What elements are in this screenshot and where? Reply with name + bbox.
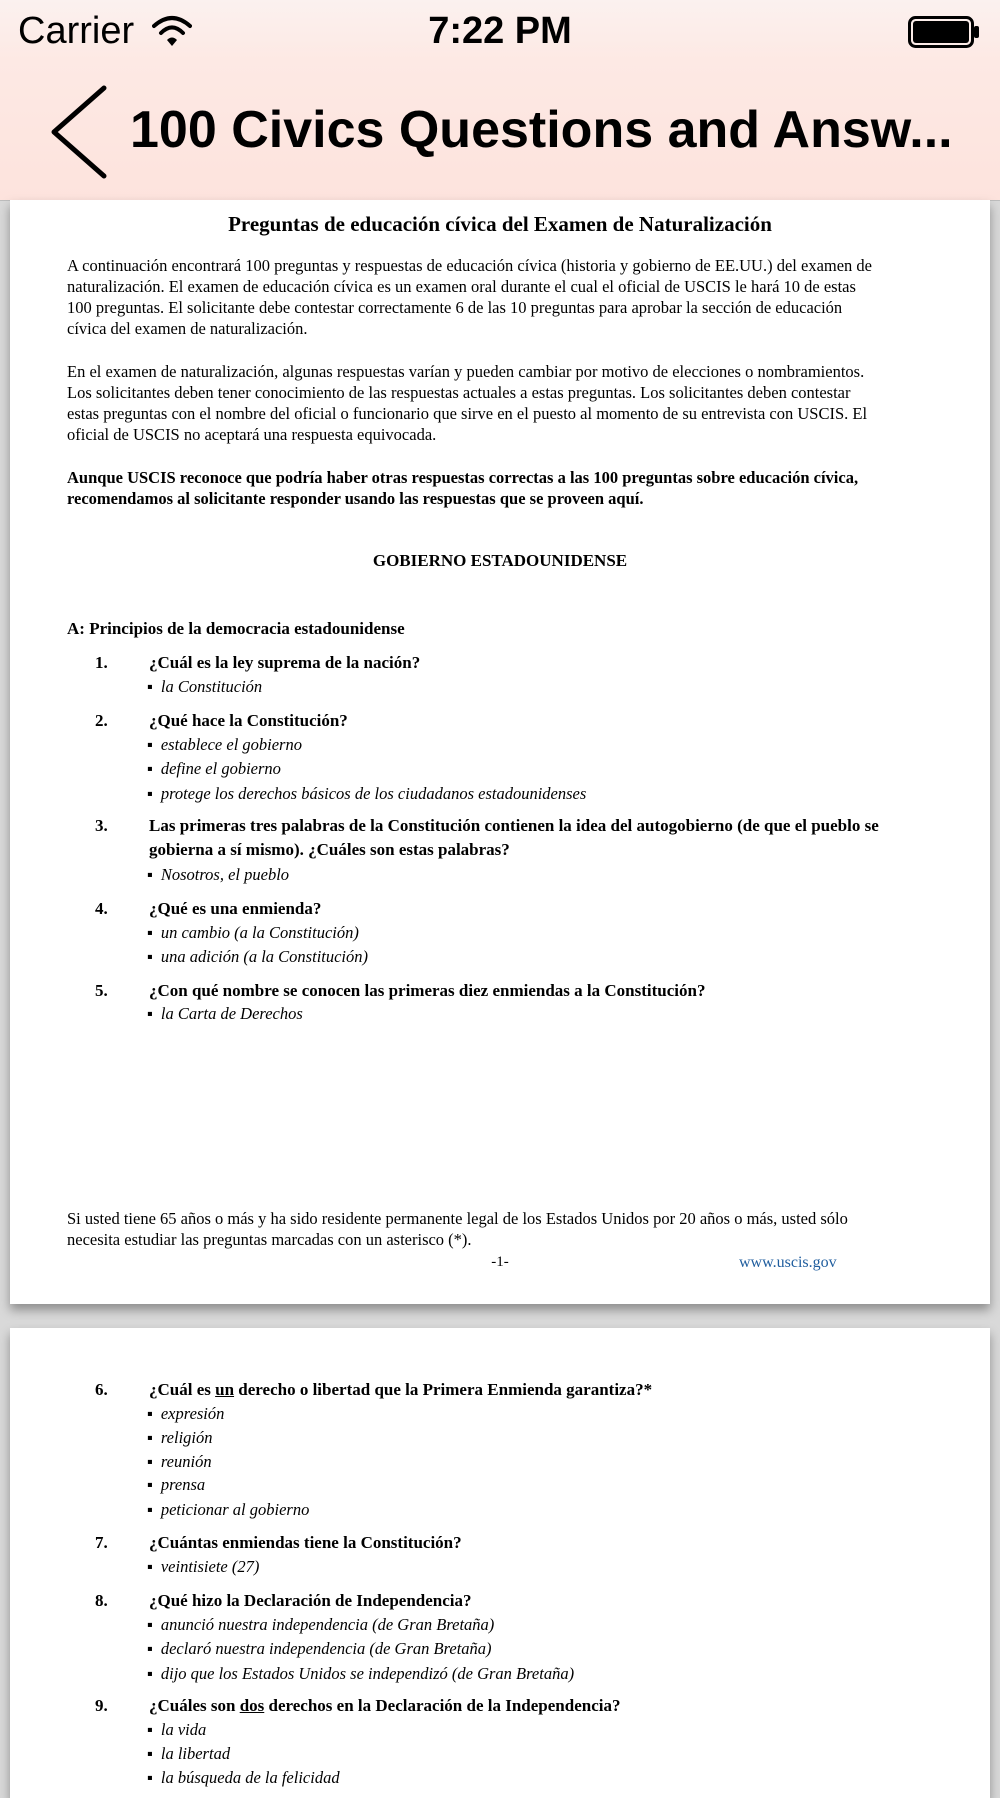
top-bar	[0, 0, 1000, 201]
answer-item: ▪ declaró nuestra independencia (de Gran Bretaña)	[147, 1639, 492, 1658]
question-text: ¿Cuál es la ley suprema de la nación?	[149, 653, 421, 672]
answer-item: ▪ veintisiete (27)	[147, 1557, 260, 1576]
footnote	[67, 1208, 947, 1250]
answer-item: ▪ peticionar al gobierno	[147, 1500, 310, 1519]
answers-note-paragraph	[67, 361, 947, 445]
intro-paragraph	[67, 255, 947, 339]
question-number: 1.	[95, 653, 108, 672]
answer-item: ▪ expresión	[147, 1404, 225, 1423]
question-number: 7.	[95, 1533, 108, 1552]
question-8	[95, 1589, 925, 1613]
answer-item: ▪ la Constitución	[147, 677, 263, 696]
question-text: ¿Qué hizo la Declaración de Independencia?	[149, 1591, 472, 1610]
chevron-left-icon[interactable]	[44, 82, 114, 182]
answer-item: ▪ la vida	[147, 1720, 207, 1739]
answer-item: ▪ anunció nuestra independencia (de Gran Bretaña)	[147, 1615, 495, 1634]
intro-line: A continuación encontrará 100 preguntas y respuestas de educación cívica (historia y gobierno de EE.UU.) del examen de	[67, 256, 873, 275]
question-text: ¿Con qué nombre se conocen las primeras diez enmiendas a la Constitución?	[149, 981, 706, 1000]
question-number: 3.	[95, 816, 108, 835]
intro-line: cívica del examen de naturalización.	[67, 319, 308, 338]
intro-line: 100 preguntas. El solicitante debe contestar correctamente 6 de las 10 preguntas para aprobar la sección de educación	[67, 298, 843, 317]
section-title: GOBIERNO ESTADOUNIDENSE	[372, 551, 628, 570]
question-text: ¿Cuáles son dos derechos en la Declaración de la Independencia?	[149, 1696, 621, 1715]
question-number: 6.	[95, 1380, 108, 1399]
question-number: 9.	[95, 1696, 108, 1715]
question-text: ¿Cuál es un derecho o libertad que la Primera Enmienda garantiza?*	[149, 1380, 653, 1399]
footnote-line: necesita estudiar las preguntas marcadas con un asterisco (*).	[67, 1230, 472, 1249]
question-number: 2.	[95, 711, 108, 730]
footnote-line: Si usted tiene 65 años o más y ha sido residente permanente legal de los Estados Unidos por 20 años o más, usted sólo	[67, 1209, 848, 1228]
note-line: estas preguntas con el nombre del oficial o funcionario que sirve en el puesto al momento de su entrevista con USCIS. El	[67, 404, 868, 423]
page-number: -1-	[491, 1254, 509, 1270]
answer-item: ▪ un cambio (a la Constitución)	[147, 923, 359, 942]
question-2	[95, 709, 925, 733]
navigation-bar	[0, 62, 1000, 200]
answer-item: ▪ religión	[147, 1428, 213, 1447]
intro-line: naturalización. El examen de educación cívica es un examen oral durante el cual el oficial de USCIS le hará 10 de estas	[67, 277, 856, 296]
document-page-1[interactable]	[10, 200, 990, 1304]
recommendation-paragraph	[67, 467, 947, 509]
question-text: Las primeras tres palabras de la Constitución contienen la idea del autogobierno (de que el pueblo se	[149, 816, 879, 835]
answer-item: ▪ define el gobierno	[147, 759, 281, 778]
document-page-2[interactable]	[10, 1328, 990, 1798]
nav-title: 100 Civics Questions and Answ...	[130, 101, 953, 159]
question-3	[95, 814, 925, 862]
answer-item: ▪ protege los derechos básicos de los ciudadanos estadounidenses	[147, 784, 587, 803]
answer-item: ▪ prensa	[147, 1475, 206, 1494]
answer-item: ▪ Nosotros, el pueblo	[147, 865, 290, 884]
question-text-continued: gobierna a sí mismo). ¿Cuáles son estas palabras?	[149, 840, 510, 859]
website-link[interactable]: www.uscis.gov	[739, 1254, 837, 1271]
recommendation-line: recomendamos al solicitante responder usando las respuestas que se proveen aquí.	[67, 489, 644, 508]
question-number: 4.	[95, 899, 108, 918]
document-title: Preguntas de educación cívica del Examen de Naturalización	[228, 212, 772, 236]
carrier-label: Carrier	[18, 10, 135, 52]
question-text: ¿Qué es una enmienda?	[149, 899, 322, 918]
answer-item: ▪ la libertad	[147, 1744, 231, 1763]
question-6	[95, 1378, 925, 1402]
status-bar	[0, 0, 1000, 62]
note-line: Los solicitantes deben tener conocimiento de las respuestas actuales a estas preguntas. Los solicitantes deben contestar	[67, 383, 851, 402]
question-5	[95, 979, 925, 1003]
recommendation-line: Aunque USCIS reconoce que podría haber otras respuestas correctas a las 100 preguntas sobre educación cívica,	[67, 468, 859, 487]
question-4	[95, 897, 925, 921]
question-7	[95, 1531, 925, 1555]
question-text: ¿Qué hace la Constitución?	[149, 711, 348, 730]
answer-item: ▪ una adición (a la Constitución)	[147, 947, 369, 966]
question-number: 5.	[95, 981, 108, 1000]
clock: 7:22 PM	[428, 10, 572, 52]
answer-item: ▪ la búsqueda de la felicidad	[147, 1768, 340, 1787]
note-line: En el examen de naturalización, algunas respuestas varían y pueden cambiar por motivo de elecciones o nombramientos.	[67, 362, 865, 381]
question-1	[95, 651, 925, 675]
answer-item: ▪ establece el gobierno	[147, 735, 302, 754]
question-number: 8.	[95, 1591, 108, 1610]
answer-item: ▪ la Carta de Derechos	[147, 1004, 303, 1023]
answer-item: ▪ dijo que los Estados Unidos se independizó (de Gran Bretaña)	[147, 1664, 575, 1683]
subsection-title: A: Principios de la democracia estadounidense	[67, 619, 405, 638]
question-9	[95, 1694, 925, 1718]
question-text: ¿Cuántas enmiendas tiene la Constitución?	[149, 1533, 462, 1552]
answer-item: ▪ reunión	[147, 1452, 212, 1471]
note-line: oficial de USCIS no aceptará una respuesta equivocada.	[67, 425, 437, 444]
battery-icon	[908, 16, 980, 48]
